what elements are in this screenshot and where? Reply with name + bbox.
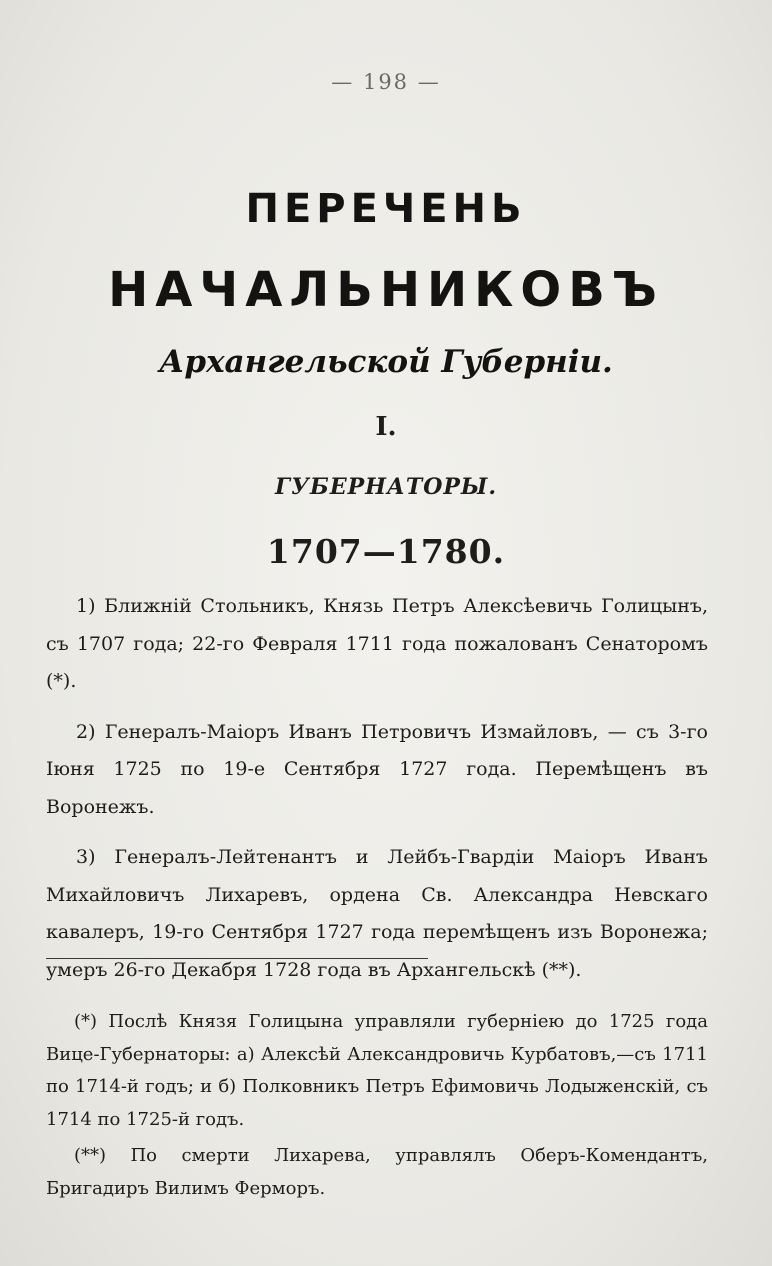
section-years: 1707—1780. <box>266 532 506 571</box>
governor-list <box>46 588 708 1002</box>
governor-entry: 1) Ближній Стольникъ, Князь Петръ Алексѣевичь Голицынъ, съ 1707 года; 22-го Февраля 1711 года пожалованъ Сенаторомъ (*). <box>46 595 708 692</box>
governor-entry: 2) Генералъ-Маіоръ Иванъ Петровичъ Измайловъ, — съ 3-го Іюня 1725 по 19-е Сентября 1727 года. Перемѣщенъ въ Воронежъ. <box>46 720 708 818</box>
page-number: — 198 — <box>331 70 441 94</box>
page-title: ПЕРЕЧЕНЬ <box>245 186 527 232</box>
footnote-divider <box>46 958 428 959</box>
section-number: I. <box>375 412 397 442</box>
page-subtitle: НАЧАЛЬНИКОВЪ <box>108 262 664 318</box>
region-title: Архангельской Губерніи. <box>159 344 613 380</box>
footnote: (**) По смерти Лихарева, управлялъ Оберъ-Комендантъ, Бригадиръ Вилимъ Ферморъ. <box>46 1145 708 1199</box>
section-title: ГУБЕРНАТОРЫ. <box>274 474 498 500</box>
footnotes <box>46 1006 708 1209</box>
footnote: (*) Послѣ Князя Голицына управляли губерніею до 1725 года Вице-Губернаторы: а) Алексѣй Александровичь Курбатовъ,—съ 1711 по 1714-й годъ; и б) Полковникъ Петръ Ефимовичь Лодыженскій, съ 1714 по 1725-й годъ. <box>46 1011 708 1130</box>
governor-entry: 3) Генералъ-Лейтенантъ и Лейбъ-Гвардіи Маіоръ Иванъ Михайловичъ Лихаревъ, ордена Св. Александра Невскаго кавалеръ, 19-го Сентября 1727 года перемѣщенъ изъ Воронежа; умеръ 26-го Декабря 1728 года въ Архангельскѣ (**). <box>46 846 708 981</box>
